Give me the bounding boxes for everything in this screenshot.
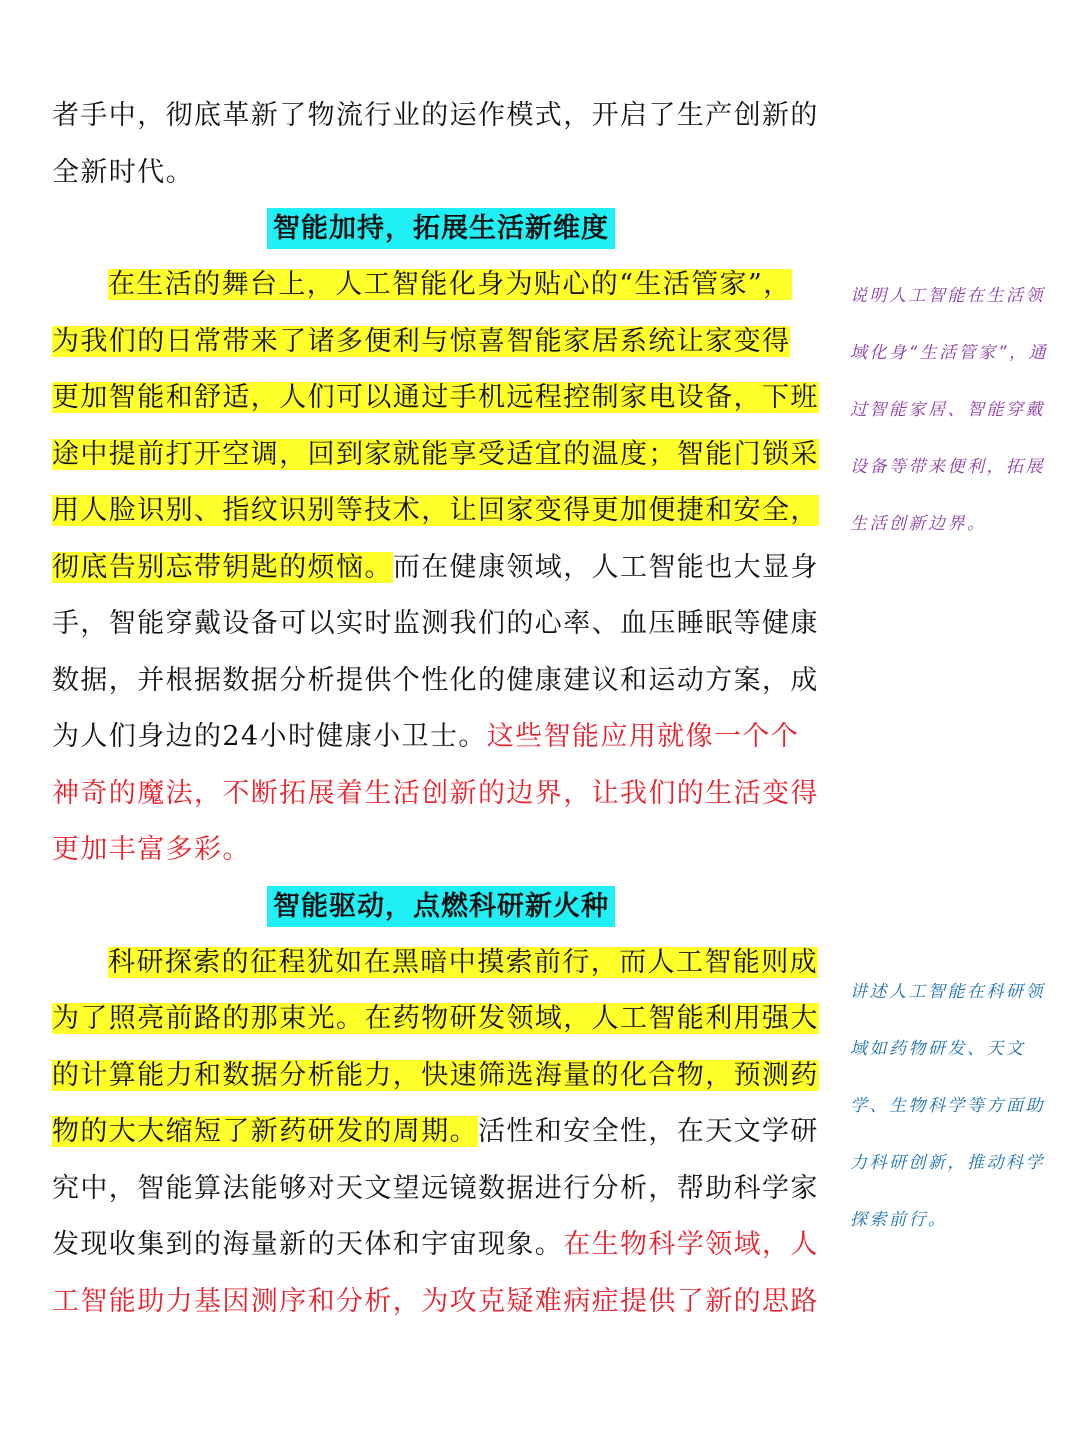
highlighted-text: 途中提前打开空调，回到家就能享受适宜的温度；智能门锁采 [52,438,819,470]
plain-text: 为人们身边的24小时健康小卫士。 [52,721,487,752]
text-line [52,1104,830,1161]
text-line [52,1048,830,1105]
text-line: 究中，智能算法能够对天文望远镜数据进行分析，帮助科学家 [52,1172,819,1204]
highlighted-text: 为我们的日常带来了诸多便利与惊喜智能家居系统让家变得 [52,325,791,357]
highlighted-text: 彻底告别忘带钥匙的烦恼。 [52,551,393,583]
emphasis-line: 更加丰富多彩。 [52,834,251,865]
text-line [52,540,830,597]
text-line [52,991,830,1048]
plain-text: 发现收集到的海量新的天体和宇宙现象。 [52,1229,564,1260]
emphasis-line: 工智能助力基因测序和分析，为攻克疑难病症提供了新的思路 [52,1285,819,1317]
text-line [52,257,830,314]
emphasis-text: 这些智能应用就像一个个 [486,721,800,752]
highlighted-text: 在生活的舞台上，人工智能化身为贴心的“生活管家”， [108,269,792,300]
heading-text: 智能加持，拓展生活新维度 [267,208,615,249]
text-line: 全新时代。 [52,156,194,188]
highlighted-text: 物的大大缩短了新药研发的周期。 [52,1116,478,1147]
plain-text: 而在健康领域，人工智能也大显身 [392,551,819,583]
heading-text: 智能驱动，点燃科研新火种 [267,886,615,927]
text-line: 手，智能穿戴设备可以实时监测我们的心率、血压睡眠等健康 [52,608,819,639]
section-heading-research [52,881,830,933]
text-line: 数据，并根据数据分析提供个性化的健康建议和运动方案，成 [52,664,819,696]
text-line [52,709,830,766]
margin-note-research: 讲述人工智能在科研领域如药物研发、天文学、生物科学等方面助力科研创新，推动科学探索前行。 [850,982,1045,1230]
margin-note-life: 说明人工智能在生活领域化身“生活管家”，通过智能家居、智能穿戴设备等带来便利，拓展生活创新边界。 [850,286,1049,534]
text-line [52,935,830,992]
emphasis-line: 神奇的魔法，不断拓展着生活创新的边界，让我们的生活变得 [52,777,819,809]
text-line: 者手中，彻底革新了物流行业的运作模式，开启了生产创新的 [52,100,819,131]
highlighted-text: 的计算能力和数据分析能力，快速筛选海量的化合物，预测药 [52,1059,819,1091]
text-line [52,1217,830,1274]
section-heading-life [52,203,830,255]
highlighted-text: 更加智能和舒适，人们可以通过手机远程控制家电设备，下班 [52,382,819,413]
text-line [52,314,830,371]
text-line [52,483,830,540]
emphasis-text: 在生物科学领域，人 [563,1229,819,1260]
text-line [52,370,830,427]
highlighted-text: 用人脸识别、指纹识别等技术，让回家变得更加便捷和安全， [52,495,819,526]
highlighted-text: 为了照亮前路的那束光。在药物研发领域，人工智能利用强大 [52,1003,819,1034]
text-line [52,427,830,484]
highlighted-text: 科研探索的征程犹如在黑暗中摸索前行，而人工智能则成 [108,946,818,978]
article-body [52,88,830,1330]
plain-text: 活性和安全性，在天文学研 [478,1116,819,1147]
